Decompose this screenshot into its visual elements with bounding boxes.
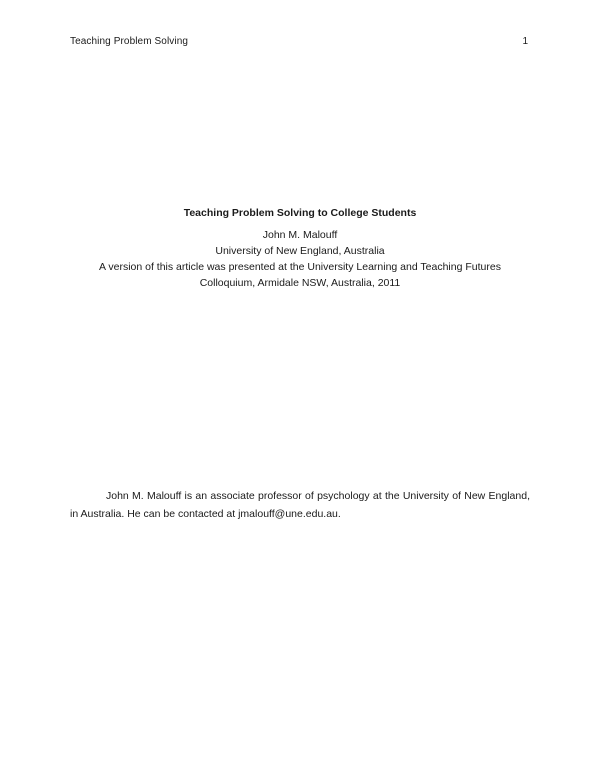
title-block: [60, 205, 540, 291]
author-note: John M. Malouff is an associate professor of psychology at the University of New England, in Australia. He can be contacted at jmalouff@une.edu.au.: [70, 489, 530, 520]
running-head: Teaching Problem Solving: [70, 36, 189, 47]
author-affiliation: University of New England, Australia: [215, 245, 385, 257]
paper-title: Teaching Problem Solving to College Students: [183, 207, 417, 219]
presentation-note-line-2: Colloquium, Armidale NSW, Australia, 2011: [199, 277, 401, 289]
page-number: 1: [522, 36, 528, 47]
author-name: John M. Malouff: [262, 229, 338, 241]
presentation-note-line-1: A version of this article was presented at the University Learning and Teaching Futures: [99, 261, 501, 273]
